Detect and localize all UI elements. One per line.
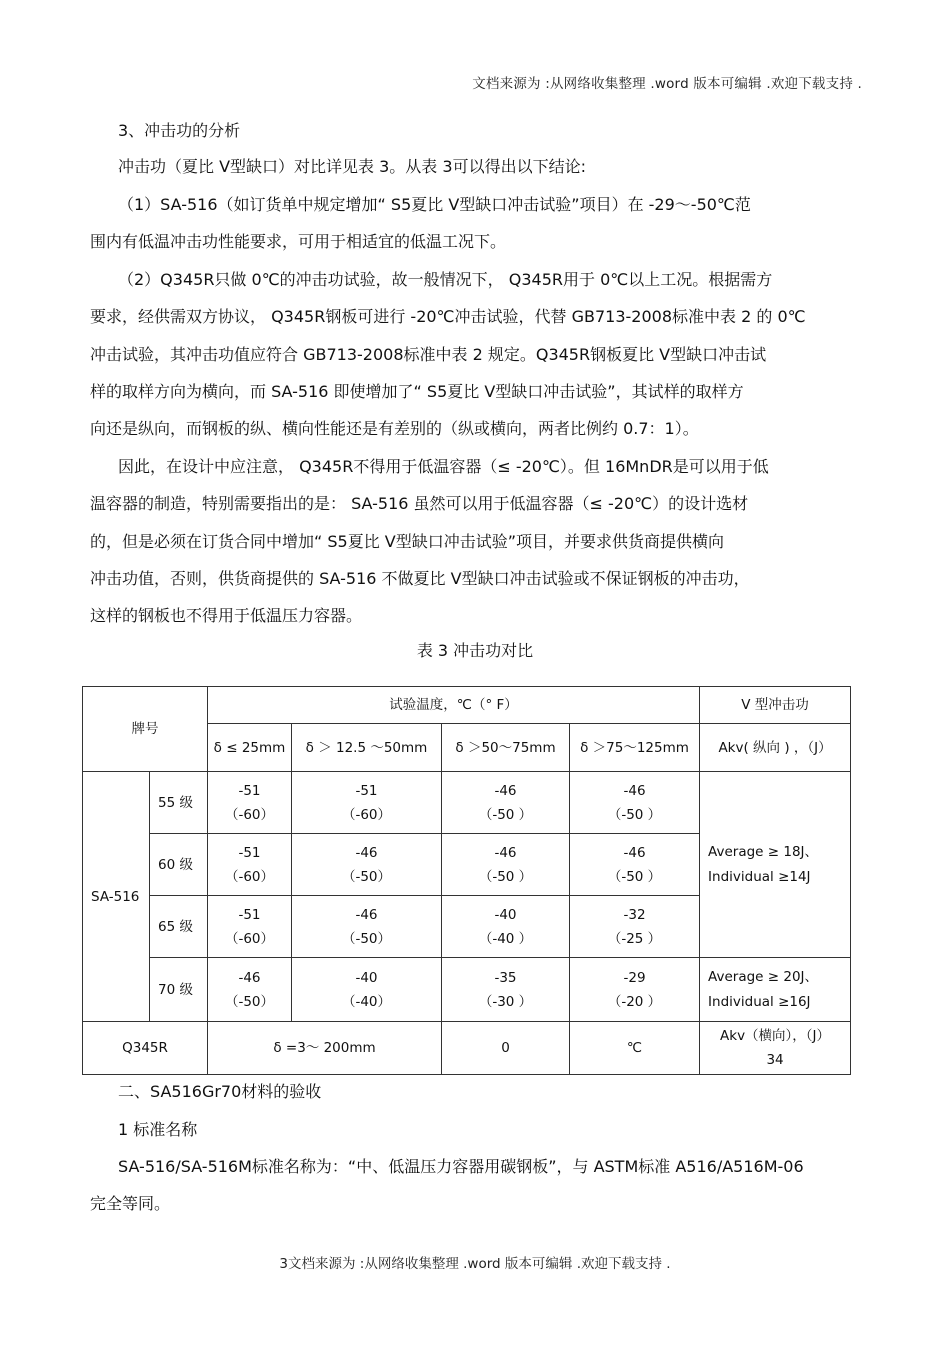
grade-level: 60 级 xyxy=(150,834,208,896)
impact-comparison-table xyxy=(82,686,851,1075)
page-header-note: 文档来源为 :从网络收集整理 .word 版本可编辑 .欢迎下载支持 . xyxy=(472,76,862,92)
table-cell: -46 （-50） xyxy=(208,958,292,1022)
table-cell: -46 （-50） xyxy=(292,896,442,958)
q345r-thickness: δ =3～ 200mm xyxy=(208,1022,442,1075)
table-cell: -51 （-60） xyxy=(208,772,292,834)
grade-level: 65 级 xyxy=(150,896,208,958)
table-cell: -40 （-40 ） xyxy=(442,896,570,958)
paragraph-line: 完全等同。 xyxy=(90,1194,171,1213)
impact-requirement-70: Average ≥ 20J、 Individual ≥16J xyxy=(700,958,851,1022)
section-heading: 二、SA516Gr70材料的验收 xyxy=(118,1082,322,1101)
header-v-impact: V 型冲击功 xyxy=(700,687,851,724)
q345r-akv: Akv（横向），（J） 34 xyxy=(700,1022,851,1075)
table-cell: -46 （-50 ） xyxy=(442,834,570,896)
paragraph-line: 因此，在设计中应注意， Q345R不得用于低温容器（≤ -20℃）。但 16MnDR是可以用于低 xyxy=(118,457,769,476)
paragraph-line: （2）Q345R只做 0℃的冲击功试验，故一般情况下， Q345R用于 0℃以上工况。根据需方 xyxy=(118,270,773,289)
paragraph-line: （1）SA-516（如订货单中规定增加“ S5夏比 V型缺口冲击试验”项目）在 -29～-50℃范 xyxy=(118,195,751,214)
paragraph-line: 围内有低温冲击功性能要求，可用于相适宜的低温工况下。 xyxy=(90,232,507,251)
table-cell: -46 （-50 ） xyxy=(570,772,700,834)
header-thickness-4: δ ＞75～125mm xyxy=(570,724,700,772)
table-cell: -29 （-20 ） xyxy=(570,958,700,1022)
impact-requirement-55-65: Average ≥ 18J、 Individual ≥14J xyxy=(700,772,851,958)
subsection-heading: 1 标准名称 xyxy=(118,1120,198,1139)
q345r-temp: 0 xyxy=(442,1022,570,1075)
table-cell: -46 （-50 ） xyxy=(442,772,570,834)
header-grade: 牌号 xyxy=(83,687,208,772)
grade-level: 70 级 xyxy=(150,958,208,1022)
table-cell: -51 （-60） xyxy=(292,772,442,834)
header-akv-longitudinal: Akv( 纵向 ) ，（J） xyxy=(700,724,851,772)
grade-q345r: Q345R xyxy=(83,1022,208,1075)
paragraph-line: 冲击功值，否则，供货商提供的 SA-516 不做夏比 V型缺口冲击试验或不保证钢板的冲击功， xyxy=(90,569,750,588)
table-cell: -35 （-30 ） xyxy=(442,958,570,1022)
header-test-temp: 试验温度，℃（° F） xyxy=(208,687,700,724)
paragraph-line: 的，但是必须在订货合同中增加“ S5夏比 V型缺口冲击试验”项目，并要求供货商提供横向 xyxy=(90,532,725,551)
table-row xyxy=(83,958,851,1022)
table-cell: -51 （-60） xyxy=(208,896,292,958)
table-cell: -46 （-50 ） xyxy=(570,834,700,896)
header-thickness-3: δ ＞50～75mm xyxy=(442,724,570,772)
grade-sa516: SA-516 xyxy=(83,772,150,1022)
paragraph-line: 要求，经供需双方协议， Q345R钢板可进行 -20℃冲击试验，代替 GB713-2008标准中表 2 的 0℃ xyxy=(90,307,806,326)
table-row xyxy=(83,772,851,834)
paragraph-line: 样的取样方向为横向，而 SA-516 即使增加了“ S5夏比 V型缺口冲击试验”，其试样的取样方 xyxy=(90,382,744,401)
paragraph-line: SA-516/SA-516M标准名称为：“中、低温压力容器用碳钢板”，与 ASTM标准 A516/A516M-06 xyxy=(118,1157,804,1176)
table-caption: 表 3 冲击功对比 xyxy=(416,641,534,660)
table-row xyxy=(83,1022,851,1075)
page-footer-note: 3文档来源为 :从网络收集整理 .word 版本可编辑 .欢迎下载支持 . xyxy=(279,1256,671,1272)
header-thickness-1: δ ≤ 25mm xyxy=(208,724,292,772)
header-thickness-2: δ ＞ 12.5 ～50mm xyxy=(292,724,442,772)
table-cell: -51 （-60） xyxy=(208,834,292,896)
paragraph-line: 温容器的制造，特别需要指出的是： SA-516 虽然可以用于低温容器（≤ -20℃）的设计选材 xyxy=(90,494,749,513)
table-cell: -46 （-50） xyxy=(292,834,442,896)
section-heading: 3、冲击功的分析 xyxy=(118,121,241,140)
paragraph-line: 冲击功（夏比 V型缺口）对比详见表 3。从表 3可以得出以下结论: xyxy=(118,157,586,176)
q345r-unit: ℃ xyxy=(570,1022,700,1075)
grade-level: 55 级 xyxy=(150,772,208,834)
table-cell: -40 （-40） xyxy=(292,958,442,1022)
paragraph-line: 向还是纵向，而钢板的纵、横向性能还是有差别的（纵或横向，两者比例约 0.7：1）。 xyxy=(90,419,699,438)
table-cell: -32 （-25 ） xyxy=(570,896,700,958)
paragraph-line: 这样的钢板也不得用于低温压力容器。 xyxy=(90,606,363,625)
paragraph-line: 冲击试验，其冲击功值应符合 GB713-2008标准中表 2 规定。Q345R钢板夏比 V型缺口冲击试 xyxy=(90,345,767,364)
